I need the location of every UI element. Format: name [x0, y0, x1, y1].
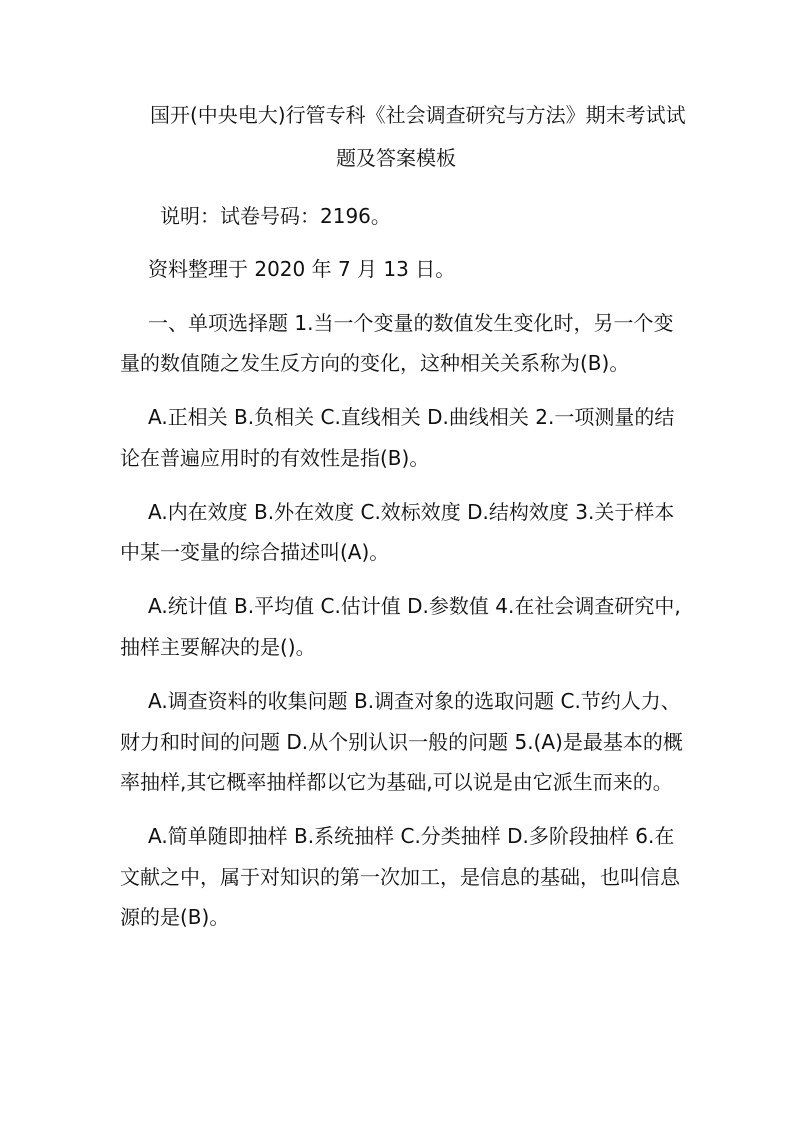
question-5-line-2: 财力和时间的问题 D.从个别认识一般的问题 5.(A)是最基本的概	[120, 730, 683, 754]
question-6-line-1: A.简单随即抽样 B.系统抽样 C.分类抽样 D.多阶段抽样 6.在	[148, 824, 675, 848]
exam-code-note: 说明：试卷号码：2196。	[160, 204, 391, 228]
question-4-line-1: A.统计值 B.平均值 C.估计值 D.参数值 4.在社会调查研究中,	[148, 594, 681, 618]
question-3-line-1: A.内在效度 B.外在效度 C.效标效度 D.结构效度 3.关于样本	[148, 500, 675, 524]
question-1-line-2: 量的数值随之发生反方向的变化，这种相关关系称为(B)。	[120, 351, 630, 375]
question-4-line-2: 抽样主要解决的是()。	[120, 635, 316, 659]
doc-title-line-2: 题及答案模板	[336, 146, 456, 170]
question-6-line-2: 文献之中，属于对知识的第一次加工，是信息的基础，也叫信息	[120, 865, 680, 889]
compiled-date: 资料整理于 2020 年 7 月 13 日。	[148, 257, 456, 281]
question-5-line-3: 率抽样,其它概率抽样都以它为基础,可以说是由它派生而来的。	[120, 770, 673, 794]
question-2-line-2: 论在普遍应用时的有效性是指(B)。	[120, 446, 430, 470]
question-3-line-2: 中某一变量的综合描述叫(A)。	[120, 540, 390, 564]
doc-title-line-1: 国开(中央电大)行管专科《社会调查研究与方法》期末考试试	[150, 103, 686, 127]
question-6-line-3: 源的是(B)。	[120, 905, 230, 929]
question-5-line-1: A.调查资料的收集问题 B.调查对象的选取问题 C.节约人力、	[148, 689, 681, 713]
question-2-line-1: A.正相关 B.负相关 C.直线相关 D.曲线相关 2.一项测量的结	[148, 405, 675, 429]
question-1-line-1: 一、单项选择题 1.当一个变量的数值发生变化时，另一个变	[148, 311, 674, 335]
